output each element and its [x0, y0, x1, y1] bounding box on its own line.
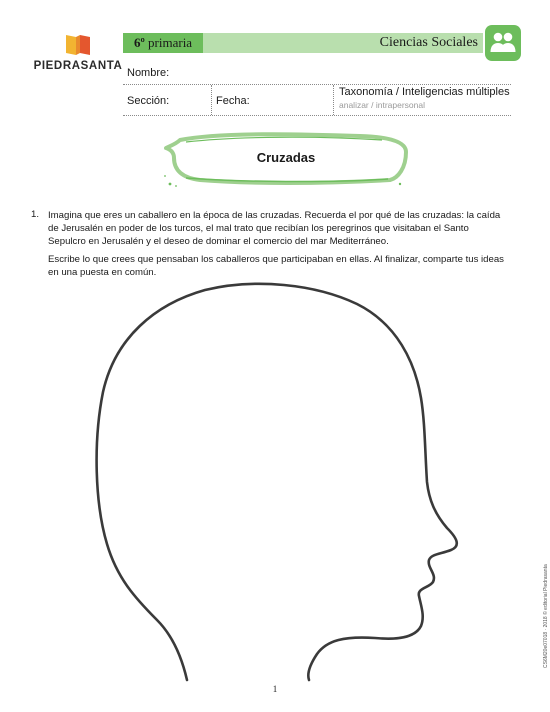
side-copyright-code: CS6M20e07018 · 2018 © editorial Piedrasanta [543, 564, 549, 668]
date-label: Fecha: [216, 95, 250, 107]
date-divider [333, 85, 334, 115]
subject-title: Ciencias Sociales [379, 35, 478, 50]
section-divider [211, 85, 212, 115]
taxonomy-label: Taxonomía / Inteligencias múltiples [339, 86, 510, 98]
page-number: 1 [272, 684, 278, 694]
name-underline [123, 84, 511, 85]
page-title: Cruzadas [256, 150, 316, 165]
grade-word: primaria [148, 35, 193, 50]
brand-logo: PIEDRASANTA [33, 60, 123, 72]
grade-number: 6º [134, 35, 145, 50]
book-flag-icon [64, 33, 92, 57]
name-label: Nombre: [127, 67, 170, 79]
head-silhouette-writing-area [95, 282, 470, 682]
item-number: 1. [31, 209, 40, 220]
taxonomy-values: analizar / intrapersonal [339, 100, 425, 110]
instruction-paragraph-2: Escribe lo que crees que pensaban los caballeros que participaban en ellas. Al finalizar, comparte tus ideas en una puesta en común. [48, 254, 504, 278]
people-icon [485, 25, 521, 61]
section-label: Sección: [127, 95, 170, 107]
grade-label [134, 35, 192, 51]
fields-bottom-line [123, 115, 511, 116]
instruction-paragraph-1: Imagina que eres un caballero en la época de las cruzadas. Recuerda el por qué de las cruzadas: la caída de Jerusalén en poder de los turcos, el mal trato que recibían los peregrinos que visitaban el Santo Sepulcro en Jerusalén y el deseo de dominar el comercio del mar Mediterráneo. [48, 210, 501, 247]
